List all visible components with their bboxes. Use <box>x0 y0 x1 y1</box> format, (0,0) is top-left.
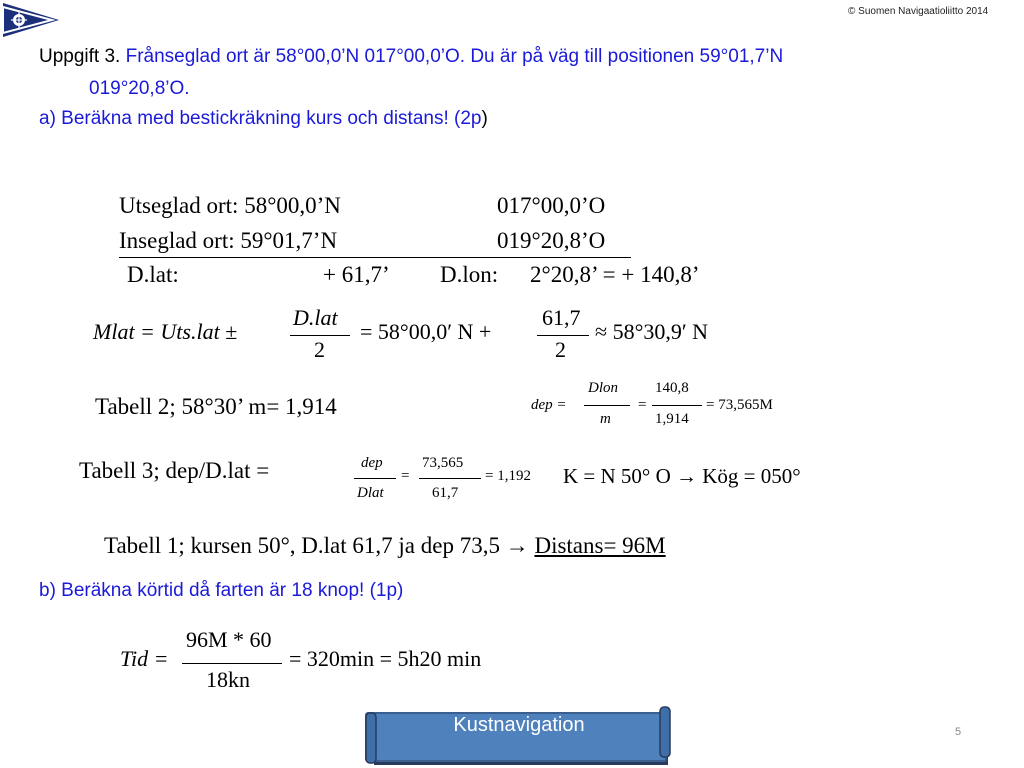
task-part-a <box>39 108 488 130</box>
mlat-fraction-2-bar <box>537 335 589 336</box>
dep-fraction-2-numerator: 140,8 <box>655 380 689 396</box>
dep-equals: = <box>638 397 647 413</box>
task-line-1 <box>39 46 783 68</box>
dlat-label: D.lat: <box>127 262 179 287</box>
task-part-a-close: ) <box>481 108 488 129</box>
dep-formula-lhs: dep = <box>531 397 567 413</box>
club-flag-icon <box>2 2 60 38</box>
ratio-fraction-2-denominator: 61,7 <box>432 485 459 501</box>
dep-fraction-1-numerator: Dlon <box>588 380 618 396</box>
depart-longitude: 017°00,0’O <box>497 193 606 218</box>
ratio-fraction-1-numerator: dep <box>361 455 383 471</box>
dlon-value: 2°20,8’ = + 140,8’ <box>530 262 700 287</box>
dep-fraction-2-bar <box>652 405 702 406</box>
course-result: K = N 50° O → Kög = 050° <box>563 464 801 488</box>
task-line-2: 019°20,8’O. <box>89 78 190 99</box>
page-number: 5 <box>955 726 962 738</box>
kustnavigation-label[interactable]: Kustnavigation <box>453 714 585 736</box>
tabell-3-text: Tabell 3; dep/D.lat = <box>79 458 270 483</box>
ratio-equals: = <box>401 468 410 484</box>
depart-position: Utseglad ort: 58°00,0’N <box>119 193 341 218</box>
dlat-value: + 61,7’ <box>323 262 390 287</box>
ratio-fraction-1-bar <box>354 478 396 479</box>
position-underline <box>119 257 631 258</box>
task-heading: Uppgift 3. <box>39 46 121 67</box>
task-part-a-text: a) Beräkna med bestickräkning kurs och distans! (2p <box>39 108 482 129</box>
mlat-fraction-1-bar <box>290 335 350 336</box>
time-fraction-numerator: 96M * 60 <box>186 627 272 652</box>
dep-fraction-1-bar <box>584 405 630 406</box>
ratio-fraction-2-bar <box>419 478 481 479</box>
ratio-result: = 1,192 <box>485 468 531 484</box>
tabell-2-text: Tabell 2; 58°30’ m= 1,914 <box>95 394 337 419</box>
arrive-longitude: 019°20,8’O <box>497 228 606 253</box>
mlat-fraction-1-numerator: D.lat <box>293 305 338 330</box>
mlat-fraction-2-denominator: 2 <box>555 337 566 362</box>
mlat-fraction-2-numerator: 61,7 <box>542 305 581 330</box>
dlon-label: D.lon: <box>440 262 499 287</box>
dep-fraction-1-denominator: m <box>600 411 611 427</box>
time-fraction-bar <box>182 663 282 664</box>
mlat-formula-middle: = 58°00,0′ N + <box>360 319 492 344</box>
time-result: = 320min = 5h20 min <box>289 646 482 671</box>
mlat-formula-result: ≈ 58°30,9′ N <box>595 319 709 344</box>
copyright-text: © Suomen Navigaatioliitto 2014 <box>848 6 989 17</box>
mlat-formula-lhs: Mlat = Uts.lat ± <box>93 319 238 344</box>
distance-result: Distans= 96M <box>534 533 666 558</box>
arrive-position: Inseglad ort: 59°01,7’N <box>119 228 338 253</box>
ratio-fraction-2-numerator: 73,565 <box>422 455 464 471</box>
tabell-1-line <box>104 533 666 559</box>
ratio-fraction-1-denominator: Dlat <box>357 485 384 501</box>
dep-result: = 73,565M <box>706 397 773 413</box>
task-part-b: b) Beräkna körtid då farten är 18 knop! (1p) <box>39 580 404 601</box>
time-fraction-denominator: 18kn <box>206 667 250 692</box>
task-statement: Frånseglad ort är 58°00,0’N 017°00,0’O. Du är på väg till positionen 59°01,7’N <box>120 46 784 67</box>
time-formula-lhs: Tid = <box>120 646 169 671</box>
mlat-fraction-1-denominator: 2 <box>314 337 325 362</box>
tabell-1-text: Tabell 1; kursen 50°, D.lat 61,7 ja dep 73,5 → <box>104 533 535 558</box>
dep-fraction-2-denominator: 1,914 <box>655 411 689 427</box>
